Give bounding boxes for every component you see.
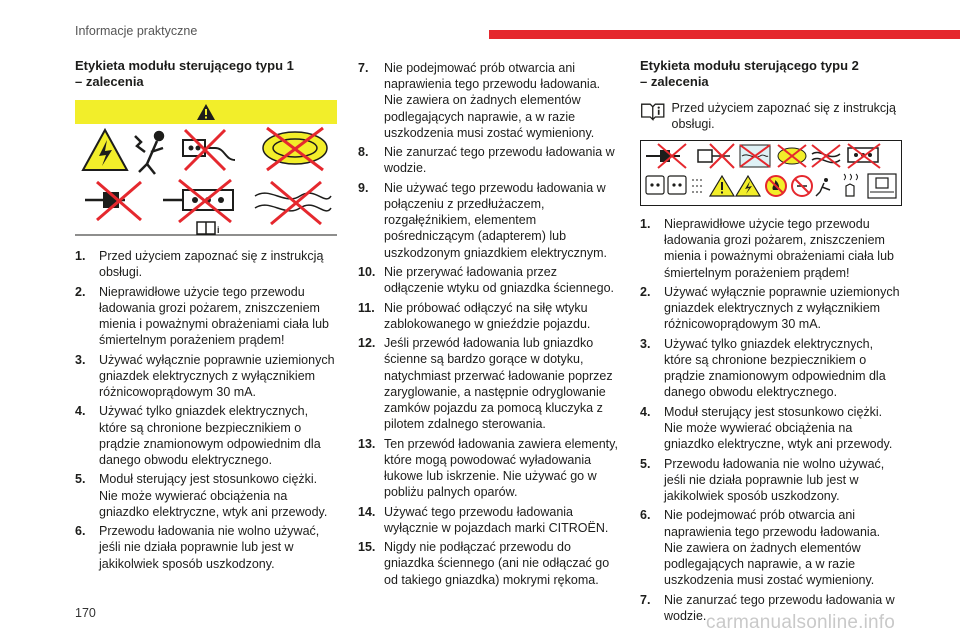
electric-shock-person-icon (135, 132, 163, 174)
label1-pictograms (75, 124, 337, 236)
manual-book-icon (640, 100, 666, 122)
list-item: 6. Nie podejmować prób otwarcia ani naprawienia tego przewodu ładowania. Nie zawiera on żadnych elementów podlegających naprawie, a w razie uszkodzenia musi zostać wymieniony. (640, 508, 881, 588)
list-item: 1. Przed użyciem zapoznać się z instrukcją obsługi. (75, 249, 324, 280)
no-water-icon (740, 145, 770, 167)
page-number: 170 (75, 606, 96, 620)
no-coiled-cable-icon (778, 145, 806, 167)
svg-text:i: i (217, 225, 220, 235)
column-2 (358, 60, 620, 591)
control-module-label-type1 (75, 100, 337, 236)
list-item: 11. Nie próbować odłączyć na siłę wtyku zablokowanego w gnieździe pojazdu. (358, 300, 591, 331)
no-flammable-icon (766, 176, 786, 196)
warning-triangle-icon (710, 176, 734, 196)
list-item: 2. Używać wyłącznie poprawnie uziemionych gniazdek elektrycznych z wyłącznikiem różnicowoprądowym 30 mA. (640, 285, 900, 332)
no-cable-coil-icon (812, 145, 840, 167)
header-accent-bar (489, 30, 960, 39)
type1-recommendations-list-continued (358, 60, 620, 588)
high-voltage-triangle-icon (736, 176, 760, 196)
list-item: 15. Nigdy nie podłączać przewodu do gniazdka ściennego (ani nie odłączać go od takiego gniazdka) mokrymi rękoma. (358, 540, 610, 587)
no-pulling-plug-icon (646, 144, 686, 168)
list-item: 14. Używać tego przewodu ładowania wyłącznie w pojazdach marki CITROËN. (358, 504, 609, 535)
socket-icon (646, 176, 664, 194)
fuse-icon (692, 180, 704, 192)
list-item: 3. Używać wyłącznie poprawnie uziemionych gniazdek elektrycznych z wyłącznikiem różnicowoprądowym 30 mA. (75, 352, 335, 399)
list-item: 8. Nie zanurzać tego przewodu ładowania w wodzie. (358, 145, 615, 176)
list-item: 12. Jeśli przewód ładowania lub gniazdko ścienne są bardzo gorące w dotyku, natychmiast przerwać ładowanie poprzez zaryglowanie, a następnie odryglowanie zamków pojazdu za pomocą kluczyka z pilotem zdalnego sterowania. (358, 336, 613, 432)
list-item: 4. Używać tylko gniazdek elektrycznych, które są chronione bezpiecznikiem o prądzie znamionowym odpowiednim dla danego obwodu elektrycznego. (75, 404, 321, 467)
handle-with-care-icon (868, 174, 896, 198)
no-pulling-plug-icon (85, 182, 141, 220)
warning-strip (75, 100, 337, 124)
no-tamper-icon (792, 176, 812, 196)
list-item: 1. Nieprawidłowe użycie tego przewodu ładowania grozi pożarem, zniszczeniem mienia i poważnymi obrażeniami ciała lub śmiertelnym porażeniem prądem! (640, 217, 894, 280)
list-item: 3. Używać tylko gniazdek elektrycznych, które są chronione bezpiecznikiem o prądzie znamionowym odpowiednim dla danego obwodu elektrycznego. (640, 336, 886, 400)
list-item: 9. Nie używać tego przewodu ładowania w połączeniu z przedłużaczem, rozgałęźnikiem, elementem pośredniczącym (adapterem) lub uszkodzonym gniazdkiem elektrycznym. (358, 180, 607, 260)
type1-recommendations-list (75, 248, 337, 572)
section-title-type1: Etykieta modułu sterującego typu 1 – zalecenia (75, 58, 294, 89)
no-power-strip-icon (163, 180, 233, 222)
heat-hand-icon (844, 174, 858, 196)
list-item: 5. Przewodu ładowania nie wolno używać, jeśli nie działa poprawnie lub jest w jakikolwiek sposób uszkodzony. (640, 456, 885, 503)
no-coiled-cable-icon (263, 128, 327, 170)
warning-triangle-icon (196, 103, 216, 121)
no-power-strip-icon (848, 144, 880, 168)
no-water-cable-icon (255, 182, 331, 224)
manual-note: Przed użyciem zapoznać się z instrukcją obsługi. (640, 100, 902, 132)
socket-ground-icon (668, 176, 686, 194)
no-extension-socket-icon (183, 130, 235, 170)
no-extension-socket-icon (698, 144, 734, 168)
list-item: 4. Moduł sterujący jest stosunkowo ciężki. Nie może wywierać obciążenia na gniazdko elektryczne, wtyk ani przewody. (640, 404, 893, 452)
list-item: 2. Nieprawidłowe użycie tego przewodu ładowania grozi pożarem, zniszczeniem mienia i poważnymi obrażeniami ciała lub śmiertelnym porażeniem prądem! (75, 284, 329, 348)
list-item: 5. Moduł sterujący jest stosunkowo ciężki. Nie może wywierać obciążenia na gniazdko elektryczne, wtyk ani przewody. (75, 472, 328, 519)
section-title-type2: Etykieta modułu sterującego typu 2 – zalecenia (640, 58, 859, 89)
running-header: Informacje praktyczne (75, 24, 198, 38)
column-1 (75, 58, 337, 575)
no-fall-icon (816, 178, 830, 196)
list-item: 7. Nie podejmować prób otwarcia ani naprawienia tego przewodu ładowania. Nie zawiera on żadnych elementów podlegających naprawie, a w razie uszkodzenia musi zostać wymieniony. (358, 61, 601, 140)
control-module-label-type2 (640, 140, 902, 206)
high-voltage-triangle-icon (83, 130, 127, 170)
list-item: 10. Nie przerywać ładowania przez odłączenie wtyku od gniazdka ściennego. (358, 265, 615, 296)
watermark: carmanualsonline.info (706, 612, 896, 633)
manual-book-icon (197, 222, 220, 235)
type2-recommendations-list (640, 216, 902, 624)
list-item: 6. Przewodu ładowania nie wolno używać, jeśli nie działa poprawnie lub jest w jakikolwiek sposób uszkodzony. (75, 524, 320, 571)
list-item: 13. Ten przewód ładowania zawiera elementy, które mogą powodować wyładowania łukowe lub iskrzenie. Nie używać go w pobliżu palnych oparów. (358, 436, 618, 500)
list-item: 7. Nie zanurzać tego przewodu ładowania w wodzie. (640, 592, 895, 623)
column-3 (640, 58, 902, 627)
